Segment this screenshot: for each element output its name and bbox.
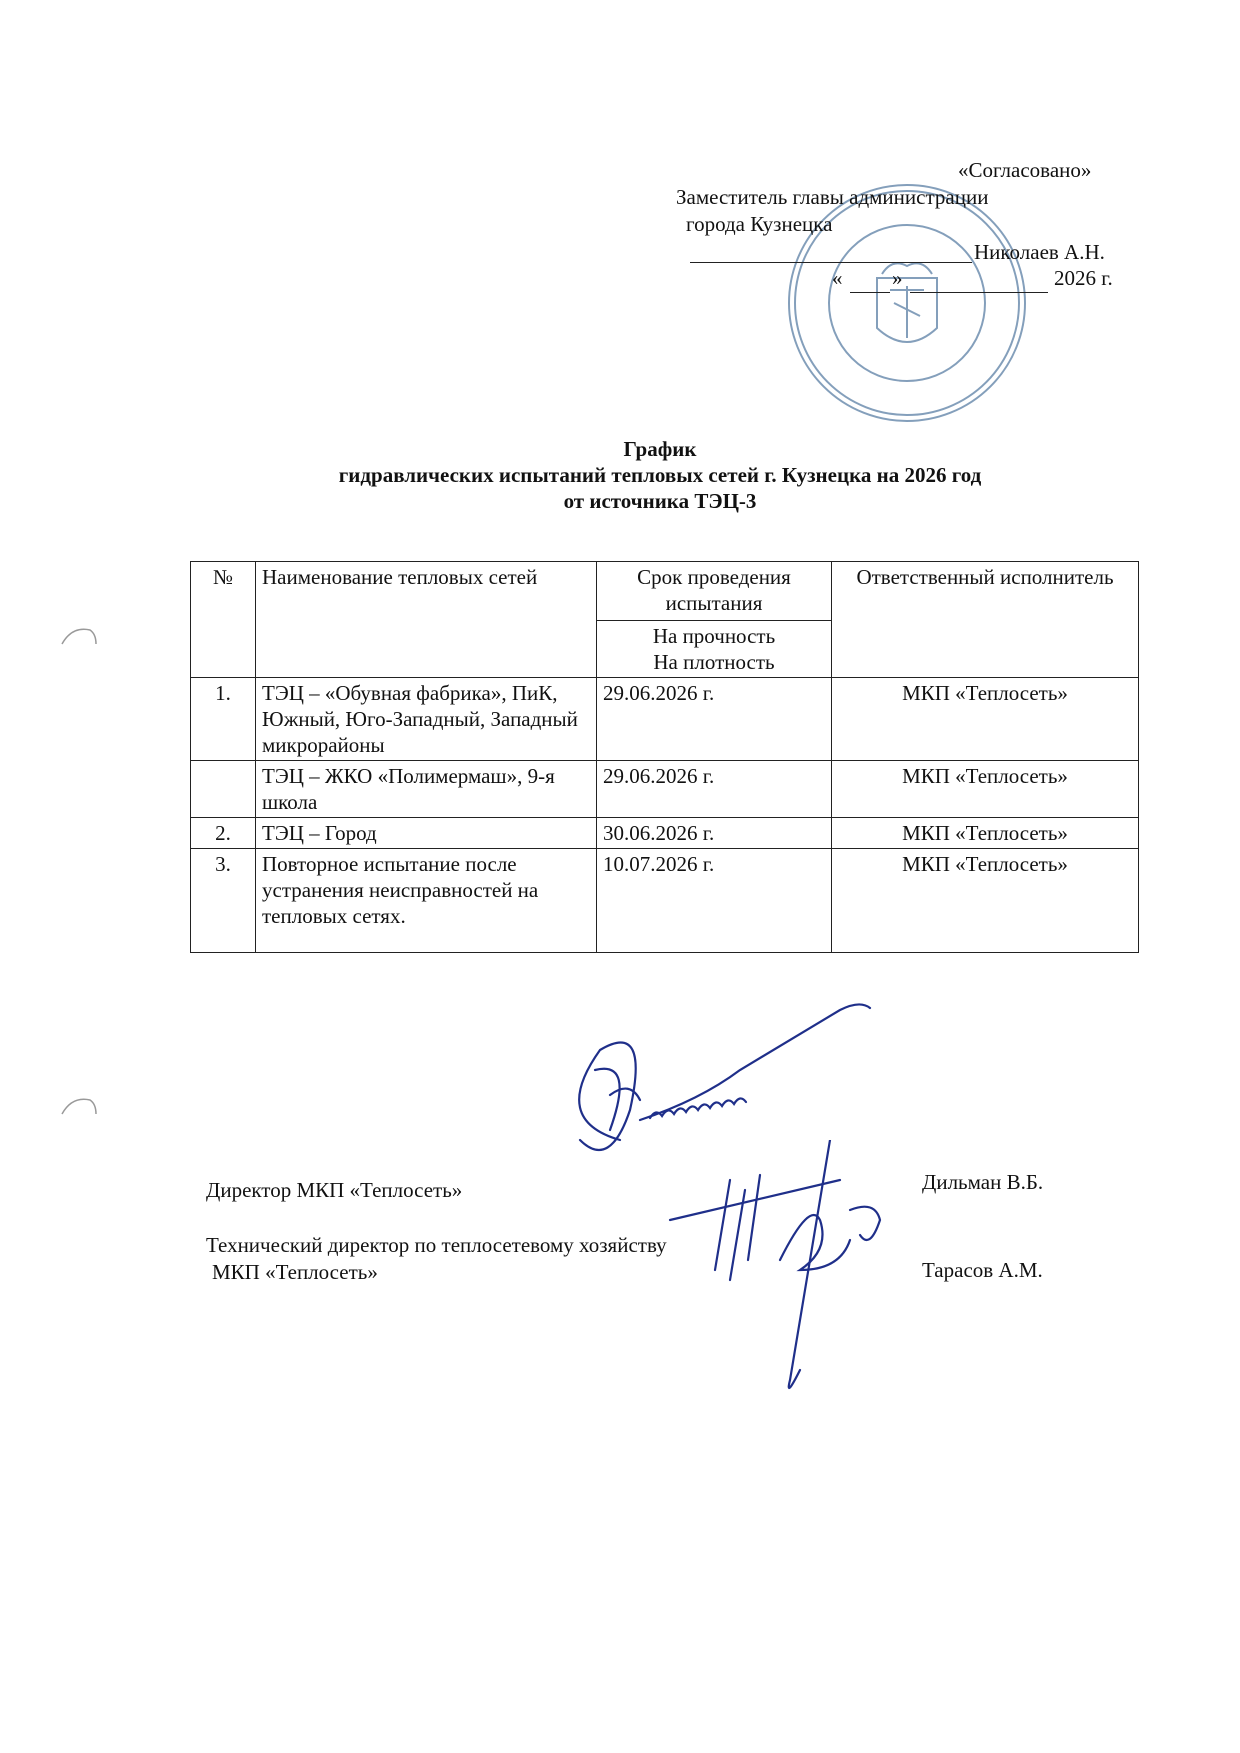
tech-director-name: Тарасов А.М. — [922, 1258, 1043, 1282]
approval-date-open: « — [832, 266, 843, 290]
header-date-strength: На прочность — [652, 624, 776, 648]
row-date: 10.07.2026 г. — [597, 849, 832, 953]
director-label: Директор МКП «Теплосеть» — [206, 1178, 463, 1202]
row-num: 2. — [191, 818, 256, 849]
title-line-3: от источника ТЭЦ-3 — [563, 489, 757, 513]
header-date: Срок проведения испытания — [597, 562, 832, 621]
title-line-2: гидравлических испытаний тепловых сетей г. Кузнецка на 2026 год — [338, 463, 982, 487]
punch-hole-icon — [56, 622, 102, 652]
row-date: 29.06.2026 г. — [597, 678, 832, 761]
row-num: 1. — [191, 678, 256, 761]
approval-position-city: города Кузнецка — [686, 212, 833, 236]
row-name: ТЭЦ – ЖКО «Полимермаш», 9-я школа — [256, 761, 597, 818]
header-responsible: Ответственный исполнитель — [832, 562, 1139, 678]
director-name: Дильман В.Б. — [922, 1170, 1044, 1194]
table-row — [191, 818, 1139, 849]
table-header-row — [191, 562, 1139, 621]
row-responsible: МКП «Теплосеть» — [832, 678, 1139, 761]
approval-signer-name: Николаев А.Н. — [974, 240, 1105, 264]
tech-director-label: Технический директор по теплосетевому хозяйству — [206, 1233, 667, 1257]
row-responsible: МКП «Теплосеть» — [832, 761, 1139, 818]
document-title — [240, 436, 1080, 514]
table-row — [191, 849, 1139, 953]
approval-position: Заместитель главы администрации — [676, 185, 989, 209]
row-name: Повторное испытание после устранения неисправностей на тепловых сетях. — [256, 849, 597, 953]
signature-line — [690, 262, 972, 263]
header-name: Наименование тепловых сетей — [256, 562, 597, 678]
header-date-density: На плотность — [653, 650, 775, 674]
table-row — [191, 678, 1139, 761]
row-responsible: МКП «Теплосеть» — [832, 849, 1139, 953]
row-num: 3. — [191, 849, 256, 953]
test-schedule-table — [190, 561, 1139, 953]
punch-hole-icon — [56, 1092, 102, 1122]
approval-label: «Согласовано» — [958, 158, 1092, 182]
approval-date-close: » — [892, 266, 903, 290]
title-line-1: График — [623, 437, 697, 461]
row-name: ТЭЦ – Город — [256, 818, 597, 849]
tech-director-signature-icon — [660, 1140, 920, 1400]
header-num: № — [191, 562, 256, 678]
table-row — [191, 761, 1139, 818]
row-num — [191, 761, 256, 818]
tech-director-org: МКП «Теплосеть» — [212, 1260, 378, 1284]
date-month-line — [910, 292, 1048, 293]
approval-date-year: 2026 г. — [1054, 266, 1113, 290]
row-date: 29.06.2026 г. — [597, 761, 832, 818]
row-name: ТЭЦ – «Обувная фабрика», ПиК, Южный, Юго-Западный, Западный микрорайоны — [256, 678, 597, 761]
header-date-sub — [597, 621, 832, 678]
row-responsible: МКП «Теплосеть» — [832, 818, 1139, 849]
row-date: 30.06.2026 г. — [597, 818, 832, 849]
date-day-line — [850, 292, 890, 293]
